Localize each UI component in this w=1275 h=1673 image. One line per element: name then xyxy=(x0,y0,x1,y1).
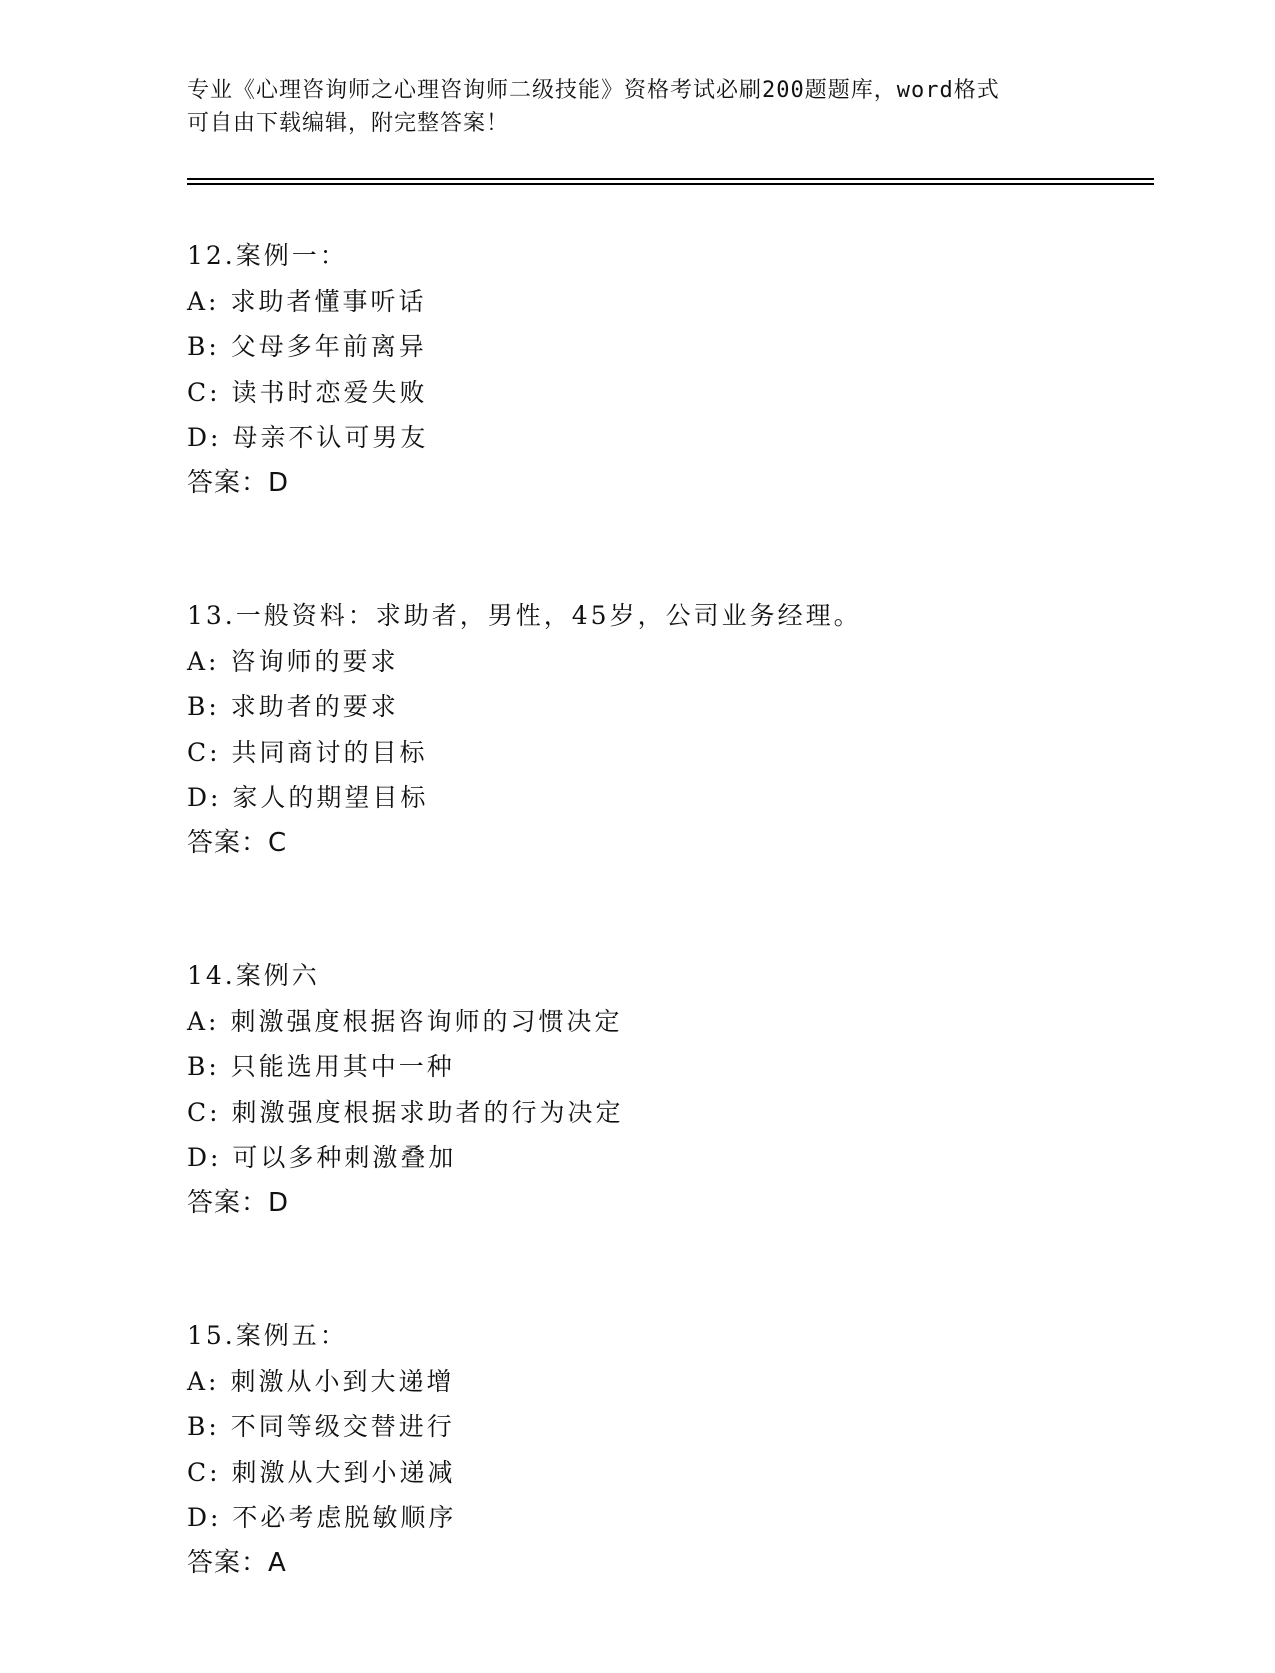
option-letter: D: xyxy=(187,423,222,452)
document-header xyxy=(187,74,1087,140)
header-divider-bottom xyxy=(187,183,1154,185)
answer-value: C xyxy=(268,827,288,858)
option-text: 不同等级交替进行 xyxy=(230,1412,455,1441)
option-a xyxy=(187,639,1187,685)
question-13 xyxy=(187,593,1187,866)
answer-value: D xyxy=(268,467,290,498)
option-c xyxy=(187,1450,1187,1496)
option-text: 求助者懂事听话 xyxy=(230,286,427,316)
answer-label: 答案： xyxy=(187,1547,269,1578)
option-letter: B: xyxy=(187,692,220,721)
option-letter: A: xyxy=(187,286,220,316)
option-letter: C: xyxy=(187,377,221,407)
option-b xyxy=(187,324,1187,370)
question-stem: 13.一般资料：求助者，男性，45岁，公司业务经理。 xyxy=(187,601,862,630)
option-text: 刺激强度根据咨询师的习惯决定 xyxy=(230,1006,623,1036)
answer-label: 答案： xyxy=(187,1187,269,1218)
question-15 xyxy=(187,1313,1187,1586)
answer-line xyxy=(187,1181,1187,1227)
option-text: 不必考虑脱敏顺序 xyxy=(232,1503,457,1532)
option-letter: D: xyxy=(187,783,222,812)
header-divider-top xyxy=(187,178,1154,180)
option-c xyxy=(187,1090,1187,1136)
question-stem: 12.案例一： xyxy=(187,241,348,270)
option-text: 刺激强度根据求助者的行为决定 xyxy=(231,1097,624,1127)
header-line-1: 专业《心理咨询师之心理咨询师二级技能》资格考试必刷200题题库，word格式 xyxy=(187,78,1000,103)
option-text: 刺激从大到小递减 xyxy=(231,1457,456,1487)
option-text: 咨询师的要求 xyxy=(230,646,399,676)
option-a xyxy=(187,999,1187,1045)
option-letter: A: xyxy=(187,646,220,676)
option-letter: A: xyxy=(187,1366,220,1396)
option-letter: C: xyxy=(187,1457,221,1487)
option-letter: B: xyxy=(187,1052,220,1081)
option-d xyxy=(187,415,1187,461)
header-line-2: 可自由下载编辑，附完整答案！ xyxy=(187,111,510,136)
answer-label: 答案： xyxy=(187,827,269,858)
option-c xyxy=(187,370,1187,416)
option-c xyxy=(187,730,1187,776)
option-text: 求助者的要求 xyxy=(230,692,399,721)
answer-line xyxy=(187,1541,1187,1587)
answer-line xyxy=(187,461,1187,507)
question-list xyxy=(187,233,1187,1673)
option-d xyxy=(187,775,1187,821)
option-d xyxy=(187,1135,1187,1181)
option-letter: B: xyxy=(187,1412,220,1441)
option-text: 父母多年前离异 xyxy=(230,332,427,361)
option-b xyxy=(187,1044,1187,1090)
option-letter: B: xyxy=(187,332,220,361)
option-text: 只能选用其中一种 xyxy=(230,1052,455,1081)
option-text: 家人的期望目标 xyxy=(232,783,429,812)
question-stem: 15.案例五： xyxy=(187,1321,348,1350)
option-text: 共同商讨的目标 xyxy=(231,737,428,767)
option-text: 母亲不认可男友 xyxy=(232,423,429,452)
option-d xyxy=(187,1495,1187,1541)
option-letter: D: xyxy=(187,1503,222,1532)
answer-label: 答案： xyxy=(187,467,269,498)
option-letter: D: xyxy=(187,1143,222,1172)
question-12 xyxy=(187,233,1187,506)
option-text: 可以多种刺激叠加 xyxy=(232,1143,457,1172)
option-b xyxy=(187,1404,1187,1450)
option-text: 刺激从小到大递增 xyxy=(230,1366,455,1396)
option-text: 读书时恋爱失败 xyxy=(231,377,428,407)
option-letter: C: xyxy=(187,737,221,767)
answer-value: D xyxy=(268,1187,290,1218)
option-a xyxy=(187,279,1187,325)
option-letter: A: xyxy=(187,1006,220,1036)
answer-line xyxy=(187,821,1187,867)
option-a xyxy=(187,1359,1187,1405)
option-b xyxy=(187,684,1187,730)
option-letter: C: xyxy=(187,1097,221,1127)
question-14 xyxy=(187,953,1187,1226)
answer-value: A xyxy=(268,1547,287,1578)
question-stem: 14.案例六 xyxy=(187,961,320,990)
